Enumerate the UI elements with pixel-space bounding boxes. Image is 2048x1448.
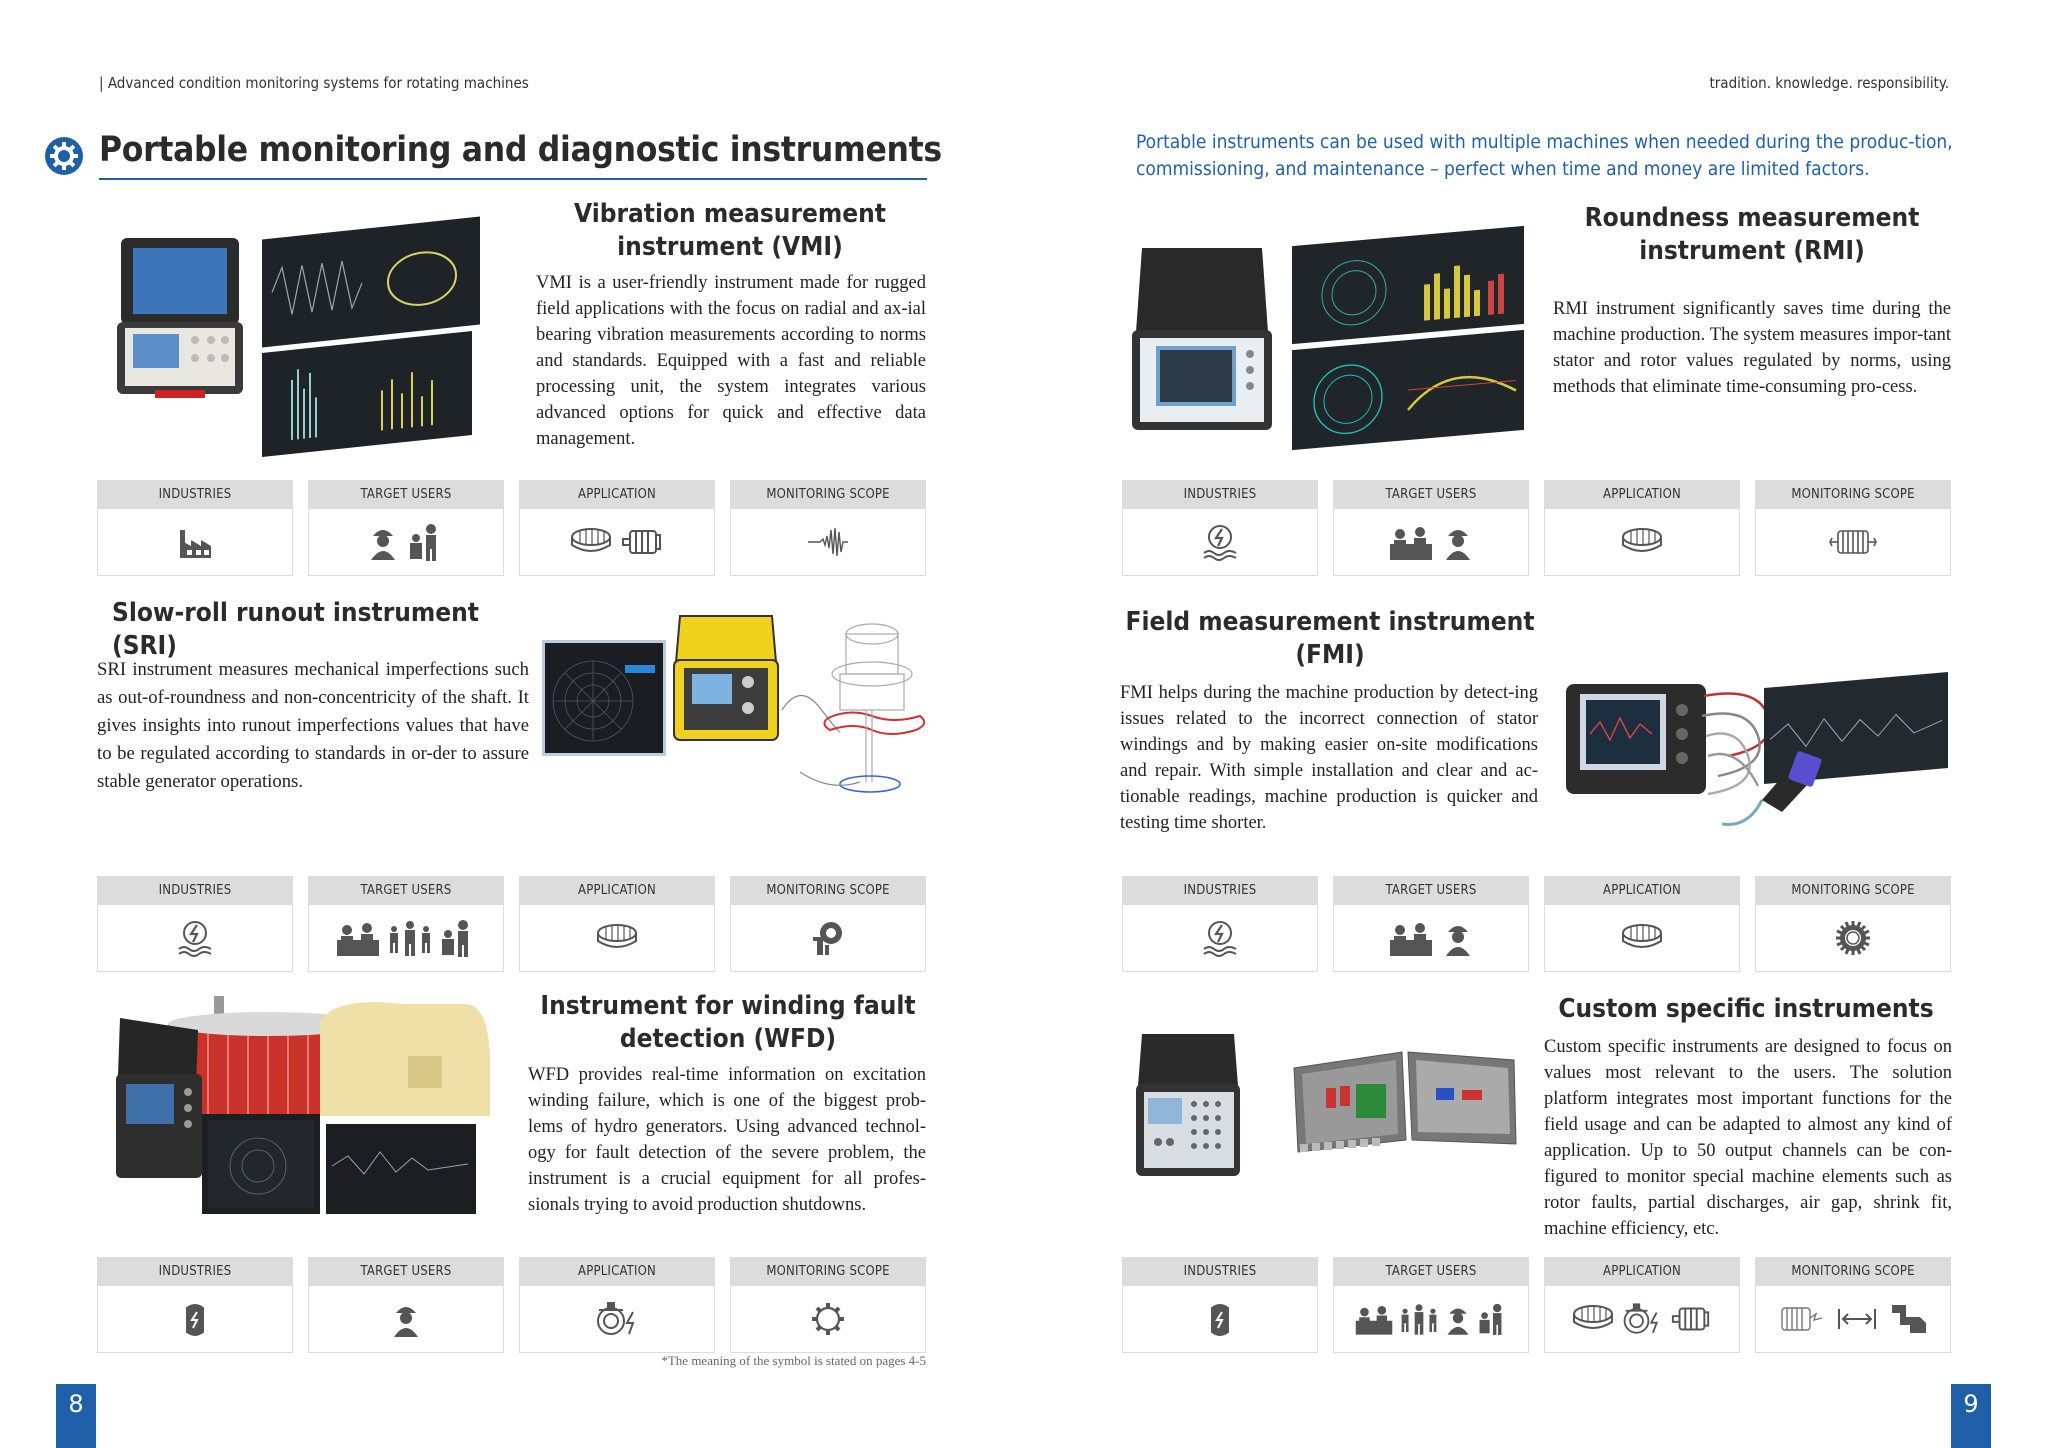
box-label: TARGET USERS [1334,877,1528,905]
custom-title: Custom specific instruments [1558,994,1934,1024]
power-plant-icon [182,1300,208,1338]
box-label: INDUSTRIES [98,877,292,905]
generator-spark-icon [1620,1301,1664,1337]
box-label: MONITORING SCOPE [731,481,925,509]
fmi-application-box [1544,876,1740,972]
vmi-title-line-2: instrument (VMI) [617,232,843,262]
engineer-icon [1477,1302,1509,1336]
fmi-probe-image [1718,740,1830,830]
rmi-description: RMI instrument significantly saves time during the machine production. The system measures impor-tant stator and rotor values regulated by norms, using methods that eliminate time-consuming pro-cess. [1553,299,1951,397]
motor-icon [1670,1304,1712,1334]
shrink-fit-icon [1890,1303,1928,1335]
hydropower-icon [1202,919,1238,957]
vibration-signal-icon [806,524,850,560]
box-label: MONITORING SCOPE [1756,481,1950,509]
box-label: APPLICATION [1545,1258,1739,1286]
wfd-industries-box [97,1257,293,1353]
box-label: APPLICATION [1545,481,1739,509]
hydropower-icon [177,919,213,957]
rmi-application-box [1544,480,1740,576]
rmi-title-line-2: instrument (RMI) [1639,236,1865,266]
vmi-application-box [519,480,715,576]
vmi-device-image [115,232,245,402]
box-label: MONITORING SCOPE [731,1258,925,1286]
factory-icon [177,524,213,560]
sri-device-image [672,612,780,742]
fmi-title-line-2: (FMI) [1295,640,1365,670]
hydro-generator-icon [1621,923,1663,953]
vmi-monitoring-scope-box [730,480,926,576]
fmi-industries-box [1122,876,1318,972]
generator-spark-icon [593,1300,641,1338]
rmi-target-users-box [1333,480,1529,576]
box-label: APPLICATION [520,1258,714,1286]
custom-monitoring-scope-box [1755,1257,1951,1353]
custom-application-box [1544,1257,1740,1353]
sri-description: SRI instrument measures mechanical imperfections such as out-of-roundness and non-concentricity of the shaft. It gives insights into runout imperfections values that have to be regulated according to standards in or-der to assure stable generator operations. [97,659,529,792]
factory-workers-icon [1388,524,1434,560]
box-label: MONITORING SCOPE [1756,877,1950,905]
vmi-screen-image-1 [262,217,480,348]
box-label: APPLICATION [1545,877,1739,905]
custom-cabinet-image [1286,1048,1522,1156]
fmi-target-users-box [1333,876,1529,972]
wfd-target-users-box [308,1257,504,1353]
wfd-application-box [519,1257,715,1353]
wfd-description: WFD provides real-time information on excitation winding failure, which is one of the biggest prob-lems of hydro generators. Using advanced technol-ogy for fault detection of the severe problem, the instrument is a crucial equipment for all profes-sionals trying to avoid production shutdowns. [528,1065,926,1215]
sri-industries-box [97,876,293,972]
running-header-left: | Advanced condition monitoring systems for rotating machines [99,74,529,92]
vmi-description: VMI is a user-friendly instrument made for rugged field applications with the focus on radial and ax-ial bearing vibration measurements according to norms and standards. Equipped with a fast and reliable processing unit, the system integrates various advanced options for quick and effective data management. [536,273,926,449]
rmi-screen-image-1 [1292,226,1524,344]
box-label: INDUSTRIES [98,481,292,509]
box-label: TARGET USERS [309,877,503,905]
hydro-generator-icon [570,527,612,557]
power-plant-icon [1207,1300,1233,1338]
gear-outline-icon [810,1301,846,1337]
fmi-title-line-1: Field measurement instrument [1125,607,1535,637]
team-icon [1399,1302,1439,1336]
rmi-device-image [1128,242,1276,438]
box-label: TARGET USERS [309,1258,503,1286]
wfd-title [528,990,928,1056]
custom-industries-box [1122,1257,1318,1353]
title-underline [99,178,927,180]
custom-device-image [1134,1030,1242,1180]
wfd-monitoring-scope-box [730,1257,926,1353]
worker-icon [1442,920,1474,956]
engineer-icon [407,523,445,561]
hydropower-icon [1202,523,1238,561]
hydro-generator-icon [1621,527,1663,557]
wfd-title-line-2: detection (WFD) [619,1024,837,1054]
box-label: INDUSTRIES [1123,877,1317,905]
rmi-monitoring-scope-box [1755,480,1951,576]
factory-workers-icon [1354,1302,1394,1336]
rmi-screen-image-2 [1292,330,1524,450]
worker-icon [367,524,399,560]
factory-workers-icon [335,920,381,956]
sri-title: Slow-roll runout instrument (SRI) [112,598,479,661]
rotor-gear-icon [1835,920,1871,956]
hydro-generator-icon [1572,1304,1614,1334]
hydro-generator-icon [596,923,638,953]
box-label: INDUSTRIES [1123,481,1317,509]
intro-text: Portable instruments can be used with multiple machines when needed during the produc-tion, commissioning, and maintenance – perfect when time and money are limited factors. [1136,131,1953,180]
rmi-title-line-1: Roundness measurement [1584,203,1920,233]
footnote: *The meaning of the symbol is stated on pages 4-5 [661,1353,926,1368]
stator-coil-icon [1828,527,1878,557]
vmi-target-users-box [308,480,504,576]
engineer-icon [439,919,477,957]
page-number-right: 9 [1951,1384,1991,1448]
vmi-title [535,198,925,264]
worker-icon [1442,524,1474,560]
sri-generator-drawing [780,612,930,802]
vmi-screen-image-2 [262,331,472,457]
sri-screen-image [542,640,666,756]
rmi-industries-box [1122,480,1318,576]
fmi-description: FMI helps during the machine production by detect-ing issues related to the incorrect connection of stator windings and by making easier on-site modifications and repair. With simple installation and clear and ac-tionable readings, machine production is quicker and testing time shorter. [1120,683,1538,833]
motor-icon [620,527,664,557]
air-gap-icon [1836,1307,1878,1331]
sri-application-box [519,876,715,972]
sri-target-users-box [308,876,504,972]
worker-icon [390,1301,422,1337]
box-label: TARGET USERS [1334,1258,1528,1286]
fmi-device-image [1562,680,1710,798]
vmi-title-line-1: Vibration measurement [574,199,886,229]
partial-discharge-icon [1778,1304,1824,1334]
page-title: Portable monitoring and diagnostic instruments [99,130,942,170]
box-label: INDUSTRIES [1123,1258,1317,1286]
fmi-title [1120,606,1540,672]
box-label: INDUSTRIES [98,1258,292,1286]
shaft-runout-icon [811,919,845,957]
page-number-left: 8 [56,1384,96,1448]
team-icon [387,920,433,956]
worker-icon [1444,1302,1472,1336]
box-label: TARGET USERS [1334,481,1528,509]
box-label: APPLICATION [520,877,714,905]
fmi-monitoring-scope-box [1755,876,1951,972]
box-label: APPLICATION [520,481,714,509]
sri-monitoring-scope-box [730,876,926,972]
gear-logo-icon [44,136,84,181]
wfd-generator-image [108,996,500,1240]
box-label: MONITORING SCOPE [1756,1258,1950,1286]
custom-description: Custom specific instruments are designed to focus on values most relevant to the users. The solution platform integrates most important functions for the field usage and can be adapted to almost any kind of application. Up to 50 output channels can be con-figured to monitor special machine elements such as rotor faults, partial discharges, air gap, shrink fit, machine efficiency, etc. [1544,1037,1952,1239]
factory-workers-icon [1388,920,1434,956]
running-header-right: tradition. knowledge. responsibility. [1709,74,1949,92]
rmi-title [1552,202,1952,268]
wfd-title-line-1: Instrument for winding fault [540,991,916,1021]
custom-target-users-box [1333,1257,1529,1353]
vmi-industries-box [97,480,293,576]
box-label: MONITORING SCOPE [731,877,925,905]
box-label: TARGET USERS [309,481,503,509]
